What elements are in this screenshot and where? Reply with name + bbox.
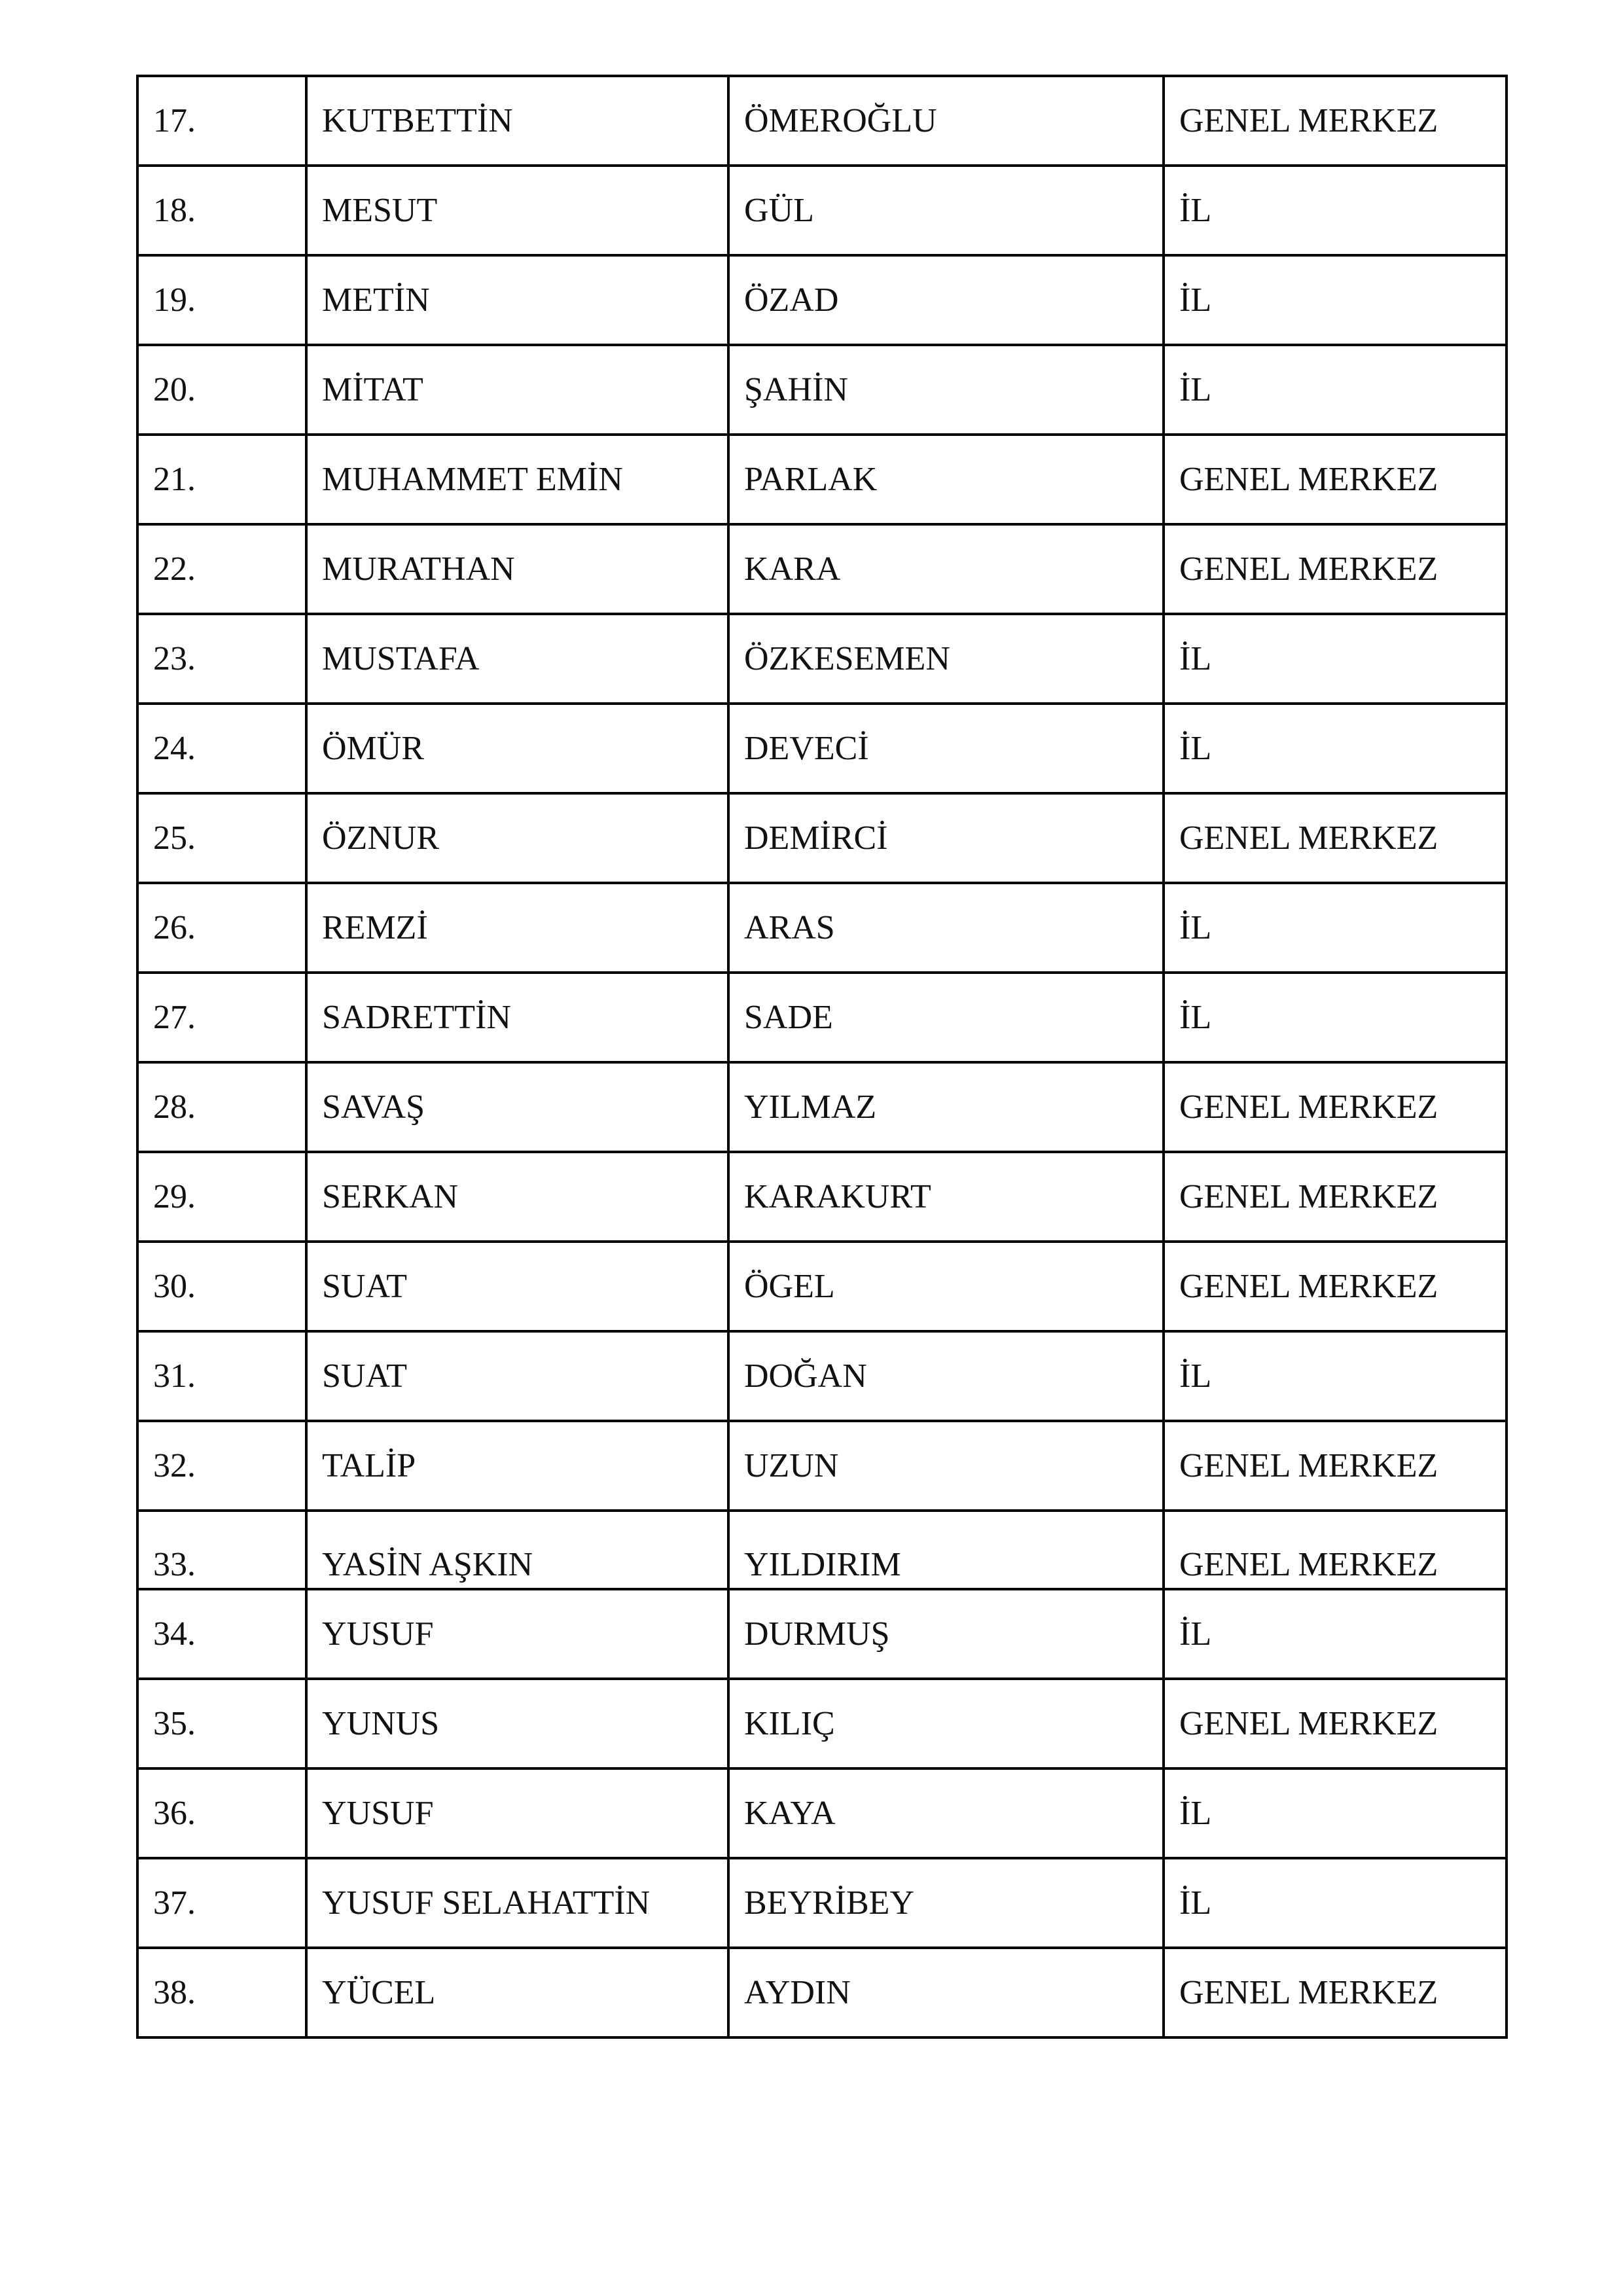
first-name-cell: ÖMÜR [306, 704, 728, 793]
row-number-cell: 31. [137, 1331, 306, 1421]
first-name-cell: YASİN AŞKIN [306, 1511, 728, 1589]
last-name-cell: YILMAZ [728, 1062, 1164, 1152]
first-name-cell: MURATHAN [306, 524, 728, 614]
first-name-cell: YUSUF [306, 1768, 728, 1858]
unit-cell: İL [1164, 255, 1507, 345]
table-body [137, 76, 1507, 2037]
table-row [137, 1589, 1507, 1679]
table-row [137, 1679, 1507, 1768]
unit-cell: İL [1164, 1589, 1507, 1679]
first-name-cell: MUSTAFA [306, 614, 728, 704]
unit-cell: İL [1164, 1331, 1507, 1421]
last-name-cell: DOĞAN [728, 1331, 1164, 1421]
first-name-cell: YÜCEL [306, 1948, 728, 2037]
row-number-cell: 19. [137, 255, 306, 345]
table-row [137, 614, 1507, 704]
unit-cell: GENEL MERKEZ [1164, 1421, 1507, 1511]
row-number-cell: 21. [137, 435, 306, 524]
unit-cell: GENEL MERKEZ [1164, 1242, 1507, 1331]
table-row [137, 1242, 1507, 1331]
row-number-cell: 24. [137, 704, 306, 793]
row-number-cell: 33. [137, 1511, 306, 1589]
first-name-cell: SAVAŞ [306, 1062, 728, 1152]
unit-cell: GENEL MERKEZ [1164, 793, 1507, 883]
last-name-cell: BEYRİBEY [728, 1858, 1164, 1948]
unit-cell: GENEL MERKEZ [1164, 76, 1507, 166]
row-number-cell: 32. [137, 1421, 306, 1511]
table-row [137, 1062, 1507, 1152]
last-name-cell: GÜL [728, 166, 1164, 255]
unit-cell: GENEL MERKEZ [1164, 1948, 1507, 2037]
last-name-cell: PARLAK [728, 435, 1164, 524]
first-name-cell: YUSUF [306, 1589, 728, 1679]
unit-cell: İL [1164, 1858, 1507, 1948]
last-name-cell: UZUN [728, 1421, 1164, 1511]
last-name-cell: KAYA [728, 1768, 1164, 1858]
last-name-cell: KILIÇ [728, 1679, 1164, 1768]
first-name-cell: TALİP [306, 1421, 728, 1511]
unit-cell: GENEL MERKEZ [1164, 1062, 1507, 1152]
table-row [137, 1511, 1507, 1589]
table-row [137, 1768, 1507, 1858]
first-name-cell: REMZİ [306, 883, 728, 973]
unit-cell: İL [1164, 345, 1507, 435]
unit-cell: GENEL MERKEZ [1164, 1679, 1507, 1768]
row-number-cell: 37. [137, 1858, 306, 1948]
last-name-cell: ÖZKESEMEN [728, 614, 1164, 704]
table-row [137, 524, 1507, 614]
table-row [137, 76, 1507, 166]
row-number-cell: 29. [137, 1152, 306, 1242]
table-row [137, 1948, 1507, 2037]
unit-cell: İL [1164, 614, 1507, 704]
last-name-cell: ÖMEROĞLU [728, 76, 1164, 166]
row-number-cell: 25. [137, 793, 306, 883]
table-row [137, 166, 1507, 255]
first-name-cell: SUAT [306, 1242, 728, 1331]
first-name-cell: KUTBETTİN [306, 76, 728, 166]
personnel-table [136, 75, 1508, 2039]
table-row [137, 255, 1507, 345]
table-row [137, 1421, 1507, 1511]
last-name-cell: SADE [728, 973, 1164, 1062]
row-number-cell: 28. [137, 1062, 306, 1152]
first-name-cell: MUHAMMET EMİN [306, 435, 728, 524]
first-name-cell: YUNUS [306, 1679, 728, 1768]
last-name-cell: ÖGEL [728, 1242, 1164, 1331]
row-number-cell: 23. [137, 614, 306, 704]
row-number-cell: 20. [137, 345, 306, 435]
row-number-cell: 34. [137, 1589, 306, 1679]
last-name-cell: DEMİRCİ [728, 793, 1164, 883]
table-row [137, 1152, 1507, 1242]
unit-cell: GENEL MERKEZ [1164, 435, 1507, 524]
table-row [137, 793, 1507, 883]
last-name-cell: ŞAHİN [728, 345, 1164, 435]
unit-cell: İL [1164, 883, 1507, 973]
first-name-cell: MİTAT [306, 345, 728, 435]
first-name-cell: SADRETTİN [306, 973, 728, 1062]
unit-cell: GENEL MERKEZ [1164, 1511, 1507, 1589]
table-row [137, 1331, 1507, 1421]
last-name-cell: ÖZAD [728, 255, 1164, 345]
table-row [137, 435, 1507, 524]
first-name-cell: MESUT [306, 166, 728, 255]
table-row [137, 973, 1507, 1062]
table-row [137, 1858, 1507, 1948]
row-number-cell: 26. [137, 883, 306, 973]
unit-cell: İL [1164, 704, 1507, 793]
table-row [137, 704, 1507, 793]
row-number-cell: 38. [137, 1948, 306, 2037]
last-name-cell: ARAS [728, 883, 1164, 973]
unit-cell: GENEL MERKEZ [1164, 1152, 1507, 1242]
row-number-cell: 35. [137, 1679, 306, 1768]
first-name-cell: METİN [306, 255, 728, 345]
first-name-cell: YUSUF SELAHATTİN [306, 1858, 728, 1948]
last-name-cell: DURMUŞ [728, 1589, 1164, 1679]
row-number-cell: 36. [137, 1768, 306, 1858]
last-name-cell: AYDIN [728, 1948, 1164, 2037]
row-number-cell: 22. [137, 524, 306, 614]
unit-cell: İL [1164, 1768, 1507, 1858]
first-name-cell: ÖZNUR [306, 793, 728, 883]
row-number-cell: 30. [137, 1242, 306, 1331]
first-name-cell: SERKAN [306, 1152, 728, 1242]
last-name-cell: YILDIRIM [728, 1511, 1164, 1589]
row-number-cell: 17. [137, 76, 306, 166]
unit-cell: İL [1164, 166, 1507, 255]
unit-cell: İL [1164, 973, 1507, 1062]
row-number-cell: 18. [137, 166, 306, 255]
row-number-cell: 27. [137, 973, 306, 1062]
last-name-cell: KARAKURT [728, 1152, 1164, 1242]
table-row [137, 345, 1507, 435]
last-name-cell: DEVECİ [728, 704, 1164, 793]
first-name-cell: SUAT [306, 1331, 728, 1421]
last-name-cell: KARA [728, 524, 1164, 614]
table-row [137, 883, 1507, 973]
unit-cell: GENEL MERKEZ [1164, 524, 1507, 614]
